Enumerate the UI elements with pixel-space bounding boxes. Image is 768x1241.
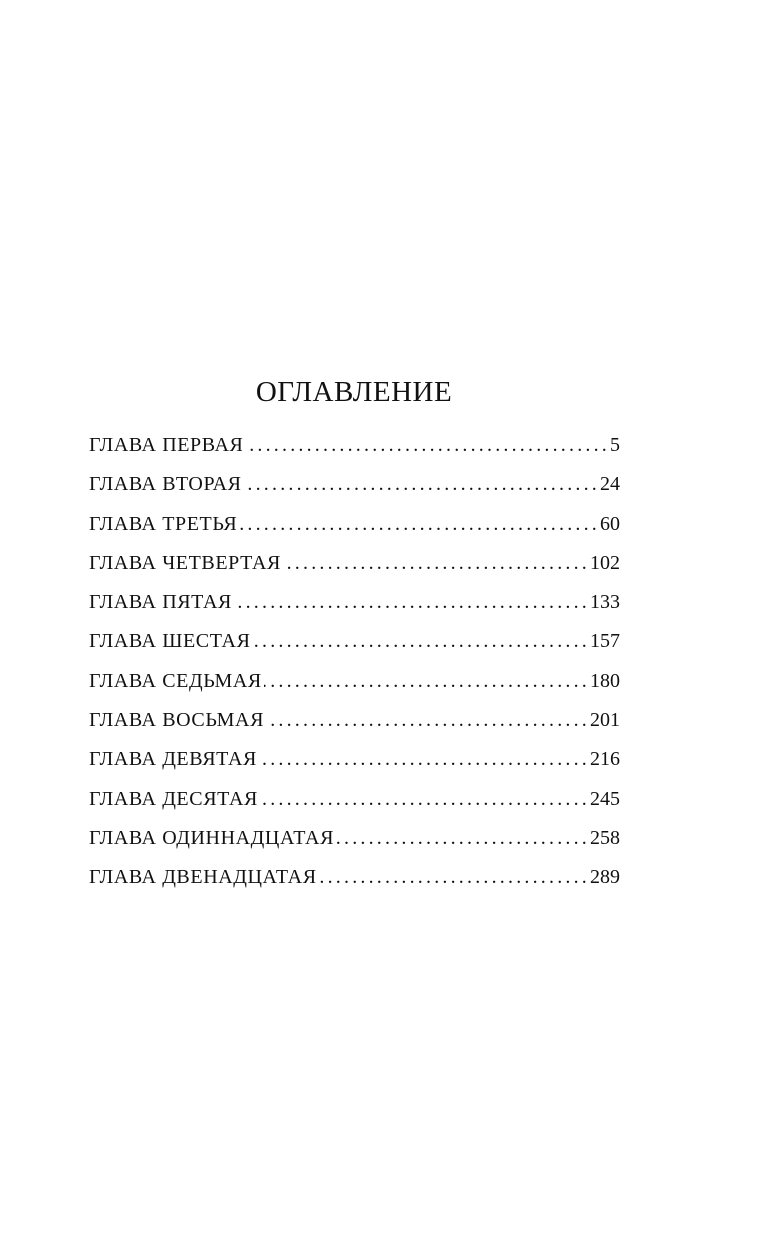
- toc-entry: [89, 784, 620, 823]
- toc-entry: [89, 469, 620, 508]
- dot-leader: [259, 744, 590, 774]
- toc-entry-page: 133: [590, 591, 620, 614]
- dot-leader: [264, 666, 590, 696]
- dot-leader: [336, 823, 590, 853]
- toc-entry-label: ГЛАВА ПЯТАЯ: [89, 591, 232, 614]
- toc-entry: [89, 548, 620, 587]
- toc-entry-page: 60: [600, 512, 620, 535]
- dot-leader: [283, 548, 590, 578]
- toc-entry-label: ГЛАВА ТРЕТЬЯ: [89, 512, 238, 535]
- toc-entry-page: 201: [590, 709, 620, 732]
- toc-entry: [89, 666, 620, 705]
- toc-entry-page: 216: [590, 748, 620, 771]
- dot-leader: [239, 509, 600, 539]
- dot-leader: [319, 862, 590, 892]
- toc-entry-page: 5: [610, 434, 620, 456]
- toc-entry-label: ГЛАВА ВОСЬМАЯ: [89, 709, 265, 732]
- toc-entry-page: 157: [590, 630, 620, 653]
- toc-entry-page: 24: [600, 473, 620, 496]
- dot-leader: [245, 430, 610, 460]
- toc-entry-label: ГЛАВА ПЕРВАЯ: [89, 434, 244, 456]
- toc-entry-page: 289: [590, 866, 620, 889]
- toc-entry-label: ГЛАВА ДЕСЯТАЯ: [89, 787, 258, 810]
- toc-entry-page: 180: [590, 669, 620, 692]
- toc-entry: [89, 626, 620, 665]
- toc-entry-page: 245: [590, 787, 620, 810]
- toc-entry: [89, 744, 620, 783]
- toc-entry-label: ГЛАВА ЧЕТВЕРТАЯ: [89, 551, 281, 574]
- dot-leader: [260, 784, 590, 814]
- toc-list: [89, 430, 620, 902]
- toc-entry-label: ГЛАВА ШЕСТАЯ: [89, 630, 251, 653]
- toc-entry-label: ГЛАВА ОДИННАДЦАТАЯ: [89, 826, 335, 849]
- toc-entry: [89, 862, 620, 901]
- toc-entry: [89, 509, 620, 548]
- toc-entry: [89, 587, 620, 626]
- toc-entry-page: 102: [590, 551, 620, 574]
- toc-entry-label: ГЛАВА ДЕВЯТАЯ: [89, 748, 257, 771]
- toc-entry-label: ГЛАВА СЕДЬМАЯ: [89, 669, 262, 692]
- dot-leader: [253, 626, 590, 656]
- toc-entry: [89, 705, 620, 744]
- toc-entry: [89, 823, 620, 862]
- dot-leader: [244, 469, 600, 499]
- dot-leader: [234, 587, 590, 617]
- toc-entry-label: ГЛАВА ДВЕНАДЦАТАЯ: [89, 866, 317, 889]
- toc-entry-page: 258: [590, 826, 620, 849]
- toc-entry-label: ГЛАВА ВТОРАЯ: [89, 473, 242, 496]
- toc-entry: [89, 430, 620, 469]
- dot-leader: [266, 705, 590, 735]
- toc-title: ОГЛАВЛЕНИЕ: [255, 376, 453, 408]
